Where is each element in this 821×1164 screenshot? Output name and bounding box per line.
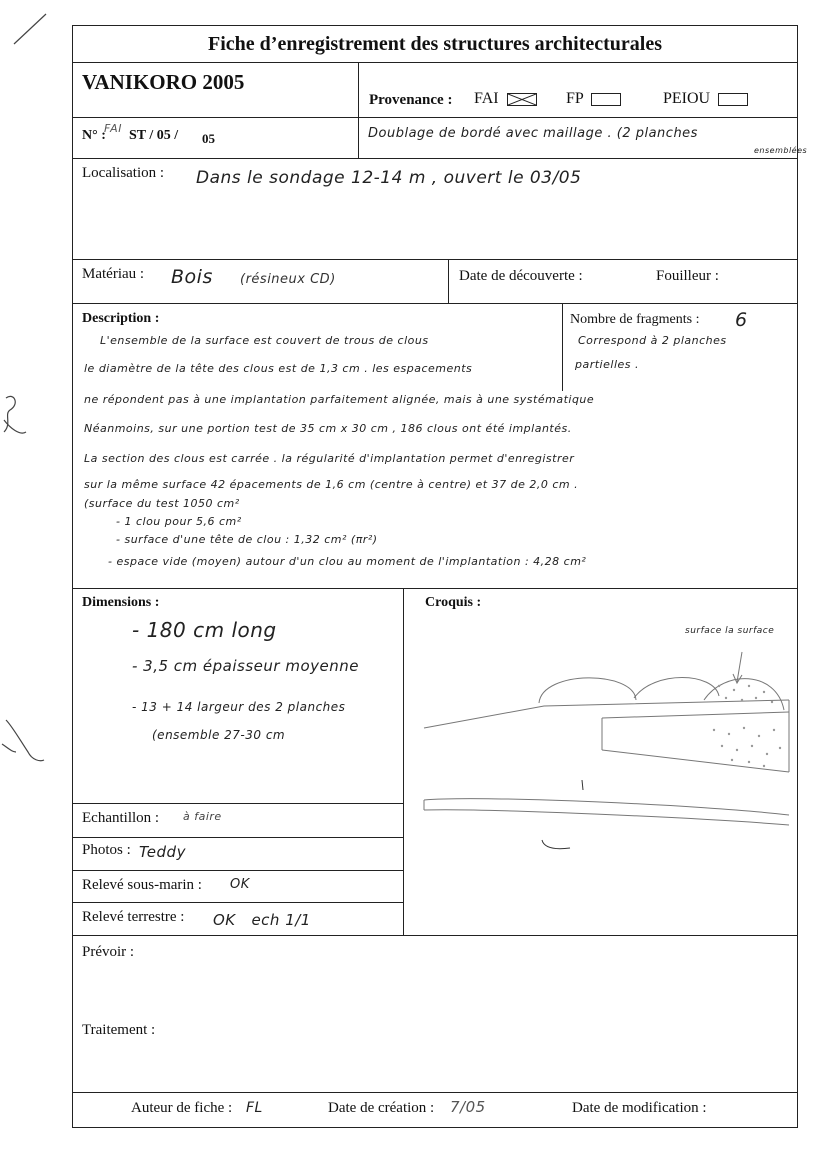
materiau-note: (résineux CD) [240, 272, 336, 287]
croquis-sketch [404, 600, 797, 900]
number-scribble: FAI [104, 122, 122, 135]
releve-sous-marin-label: Relevé sous-marin : [82, 877, 202, 893]
project-name: VANIKORO 2005 [82, 70, 245, 94]
croquis-label: Croquis : [425, 595, 482, 610]
localisation-value[interactable]: Dans le sondage 12-14 m , ouvert le 03/05 [196, 168, 582, 188]
dimensions-line: (ensemble 27-30 cm [152, 728, 286, 742]
scan-marks [0, 0, 72, 780]
description-line: sur la même surface 42 épacements de 1,6 cm (centre à centre) et 37 de 2,0 cm . [84, 478, 579, 491]
description-line: (surface du test 1050 cm² [84, 497, 240, 510]
description-line: Néanmoins, sur une portion test de 35 cm x 30 cm , 186 clous ont été implantés. [84, 422, 572, 435]
date-modification-label: Date de modification : [572, 1100, 707, 1116]
provenance-option-label: FP [566, 90, 584, 107]
checkbox[interactable] [591, 93, 621, 106]
localisation-label: Localisation : [82, 165, 165, 181]
dimensions-line: - 13 + 14 largeur des 2 planches [132, 700, 346, 714]
provenance-option-fp[interactable] [566, 90, 621, 108]
traitement-label: Traitement : [82, 1022, 156, 1038]
dimensions-label: Dimensions : [82, 595, 160, 610]
description-line: - surface d'une tête de clou : 1,32 cm² (πr²) [116, 533, 378, 546]
releve-terrestre-value[interactable]: OK ech 1/1 [213, 911, 311, 929]
fragments-value[interactable]: 6 [735, 309, 748, 331]
materiau-label: Matériau : [82, 266, 145, 282]
date-decouverte-label: Date de découverte : [459, 268, 583, 284]
description-line: le diamètre de la tête des clous est de 1,3 cm . les espacements [84, 362, 473, 375]
fragments-note-2: partielles . [575, 358, 639, 371]
echantillon-label: Echantillon : [82, 810, 160, 826]
provenance-option-label: PEIOU [663, 90, 711, 107]
structure-title-sub: ensemblées [754, 146, 808, 155]
echantillon-value[interactable]: à faire [183, 810, 222, 823]
description-line: ne répondent pas à une implantation parfaitement alignée, mais à une systématique [84, 393, 595, 406]
structure-title[interactable]: Doublage de bordé avec maillage . (2 planches [368, 126, 698, 141]
photos-value[interactable]: Teddy [139, 843, 186, 861]
materiau-value[interactable]: Bois [171, 266, 213, 288]
description-line: - espace vide (moyen) autour d'un clou au moment de l'implantation : 4,28 cm² [108, 555, 587, 568]
checkbox-checked[interactable] [507, 93, 537, 106]
checkbox[interactable] [718, 93, 748, 106]
provenance-option-fai[interactable] [474, 90, 537, 108]
provenance-option-peiou[interactable] [663, 90, 748, 108]
number-value[interactable]: 05 [202, 131, 215, 146]
dimensions-line: - 3,5 cm épaisseur moyenne [132, 657, 359, 675]
number-code: ST / 05 / [129, 128, 179, 143]
number-prefix: N° : [82, 128, 106, 143]
prevoir-label: Prévoir : [82, 944, 135, 960]
releve-terrestre-label: Relevé terrestre : [82, 909, 185, 925]
provenance-option-label: FAI [474, 90, 499, 107]
auteur-label: Auteur de fiche : [131, 1100, 233, 1116]
photos-label: Photos : [82, 842, 131, 858]
croquis-annotation: surface la surface [685, 626, 775, 636]
description-line: - 1 clou pour 5,6 cm² [116, 515, 242, 528]
description-line: La section des clous est carrée . la régularité d'implantation permet d'enregistrer [84, 452, 575, 465]
auteur-value[interactable]: FL [246, 1100, 263, 1116]
date-creation-label: Date de création : [328, 1100, 435, 1116]
dimensions-line: - 180 cm long [132, 618, 277, 642]
fragments-note-1: Correspond à 2 planches [578, 334, 727, 347]
date-creation-value[interactable]: 7/05 [450, 1098, 486, 1116]
description-label: Description : [82, 311, 160, 326]
releve-sous-marin-value[interactable]: OK [230, 877, 250, 892]
page-title: Fiche d’enregistrement des structures architecturales [208, 33, 662, 55]
provenance-label: Provenance : [369, 92, 453, 108]
description-line: L'ensemble de la surface est couvert de trous de clous [100, 334, 429, 347]
fragments-label: Nombre de fragments : [570, 312, 700, 327]
fouilleur-label: Fouilleur : [656, 268, 719, 284]
